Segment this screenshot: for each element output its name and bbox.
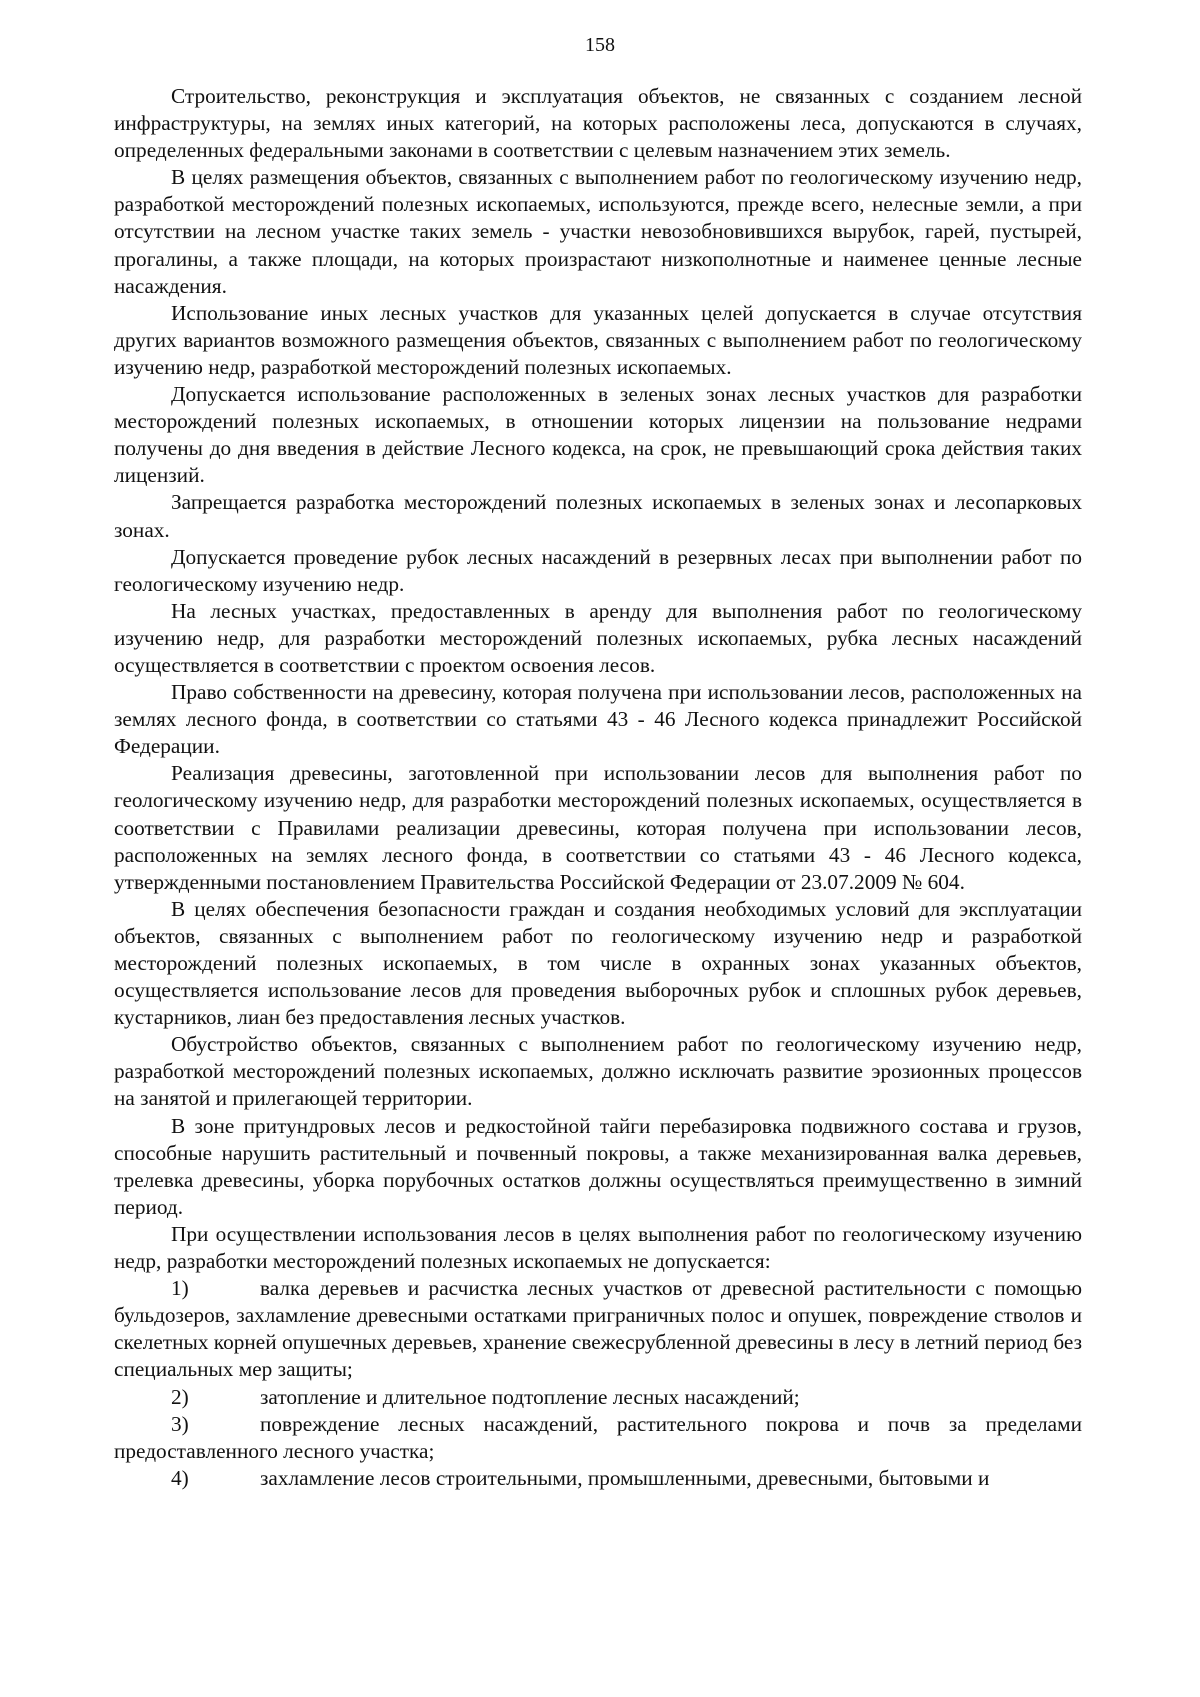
paragraph: Реализация древесины, заготовленной при использовании лесов для выполнения работ по геологическому изучению недр, для разработки месторождений полезных ископаемых, осуществляется в соответствии с Правилами реализации древесины, которая получена при использовании лесов, расположенных на землях лесного фонда, в соответствии со статьями 43 - 46 Лесного кодекса, утвержденными постановлением Правительства Российской Федерации от 23.07.2009 № 604. (114, 761, 1082, 894)
paragraph: Допускается проведение рубок лесных насаждений в резервных лесах при выполнении работ по геологическому изучению недр. (114, 544, 1082, 596)
document-body (114, 83, 1082, 1492)
paragraph: Строительство, реконструкция и эксплуатация объектов, не связанных с созданием лесной инфраструктуры, на землях иных категорий, на которых расположены леса, допускаются в случаях, определенных федеральными законами в соответствии с целевым назначением этих земель. (114, 84, 1082, 163)
list-item-number: 1) (171, 1276, 189, 1301)
list-item-text: захламление лесов строительными, промышленными, древесными, бытовыми и (260, 1465, 990, 1490)
list-item-text: валка деревьев и расчистка лесных участков от древесной растительности с помощью бульдозеров, захламление древесными остатками приграничных полос и опушек, повреждение стволов и скелетных корней опушечных деревьев, хранение свежесрубленной древесины в лесу в летний период без специальных мер защиты; (114, 1276, 1082, 1382)
paragraph: При осуществлении использования лесов в целях выполнения работ по геологическому изучению недр, разработки месторождений полезных ископаемых не допускается: (114, 1221, 1082, 1274)
paragraph: Обустройство объектов, связанных с выполнением работ по геологическому изучению недр, разработкой месторождений полезных ископаемых, должно исключать развитие эрозионных процессов на занятой и прилегающей территории. (114, 1032, 1082, 1111)
list-item-number: 3) (171, 1411, 189, 1436)
paragraph: В зоне притундровых лесов и редкостойной тайги перебазировка подвижного состава и грузов, способные нарушить растительный и почвенный покровы, а также механизированная валка деревьев, трелевка древесины, уборка порубочных остатков должны осуществляться преимущественно в зимний период. (114, 1113, 1082, 1219)
paragraph: Допускается использование расположенных в зеленых зонах лесных участков для разработки месторождений полезных ископаемых, в отношении которых лицензии на пользование недрами получены до дня введения в действие Лесного кодекса, на срок, не превышающий срока действия таких лицензий. (114, 382, 1082, 488)
list-item (114, 1384, 1082, 1411)
paragraph: В целях обеспечения безопасности граждан и создания необходимых условий для эксплуатации объектов, связанных с выполнением работ по геологическому изучению недр и разработкой месторождений полезных ископаемых, в том числе в охранных зонах указанных объектов, осуществляется использование лесов для проведения выборочных рубок и сплошных рубок деревьев, кустарников, лиан без предоставления лесных участков. (114, 896, 1082, 1030)
list-item-number: 4) (171, 1465, 189, 1490)
paragraph: В целях размещения объектов, связанных с выполнением работ по геологическому изучению недр, разработкой месторождений полезных ископаемых, используются, прежде всего, нелесные земли, а при отсутствии на лесном участке таких земель - участки невозобновившихся вырубок, гарей, пустырей, прогалины, а также площади, на которых произрастают низкополнотные и наименее ценные лесные насаждения. (114, 165, 1082, 298)
list-item-number: 2) (171, 1384, 189, 1409)
paragraph: Право собственности на древесину, которая получена при использовании лесов, расположенных на землях лесного фонда, в соответствии со статьями 43 - 46 Лесного кодекса принадлежит Российской Федерации. (114, 680, 1082, 759)
list-item-text: затопление и длительное подтопление лесных насаждений; (260, 1384, 800, 1409)
list-item (114, 1275, 1082, 1383)
list-item-text: повреждение лесных насаждений, растительного покрова и почв за пределами предоставленного лесного участка; (114, 1411, 1082, 1463)
paragraph: Запрещается разработка месторождений полезных ископаемых в зеленых зонах и лесопарковых зонах. (114, 490, 1082, 542)
paragraph: На лесных участках, предоставленных в аренду для выполнения работ по геологическому изучению недр, для разработки месторождений полезных ископаемых, рубка лесных насаждений осуществляется в соответствии с проектом освоения лесов. (114, 598, 1082, 677)
list-item (114, 1411, 1082, 1465)
list-item (114, 1465, 1082, 1492)
page-number: 158 (585, 34, 615, 56)
paragraph: Использование иных лесных участков для указанных целей допускается в случае отсутствия других вариантов возможного размещения объектов, связанных с выполнением работ по геологическому изучению недр, разработкой месторождений полезных ископаемых. (114, 300, 1082, 379)
